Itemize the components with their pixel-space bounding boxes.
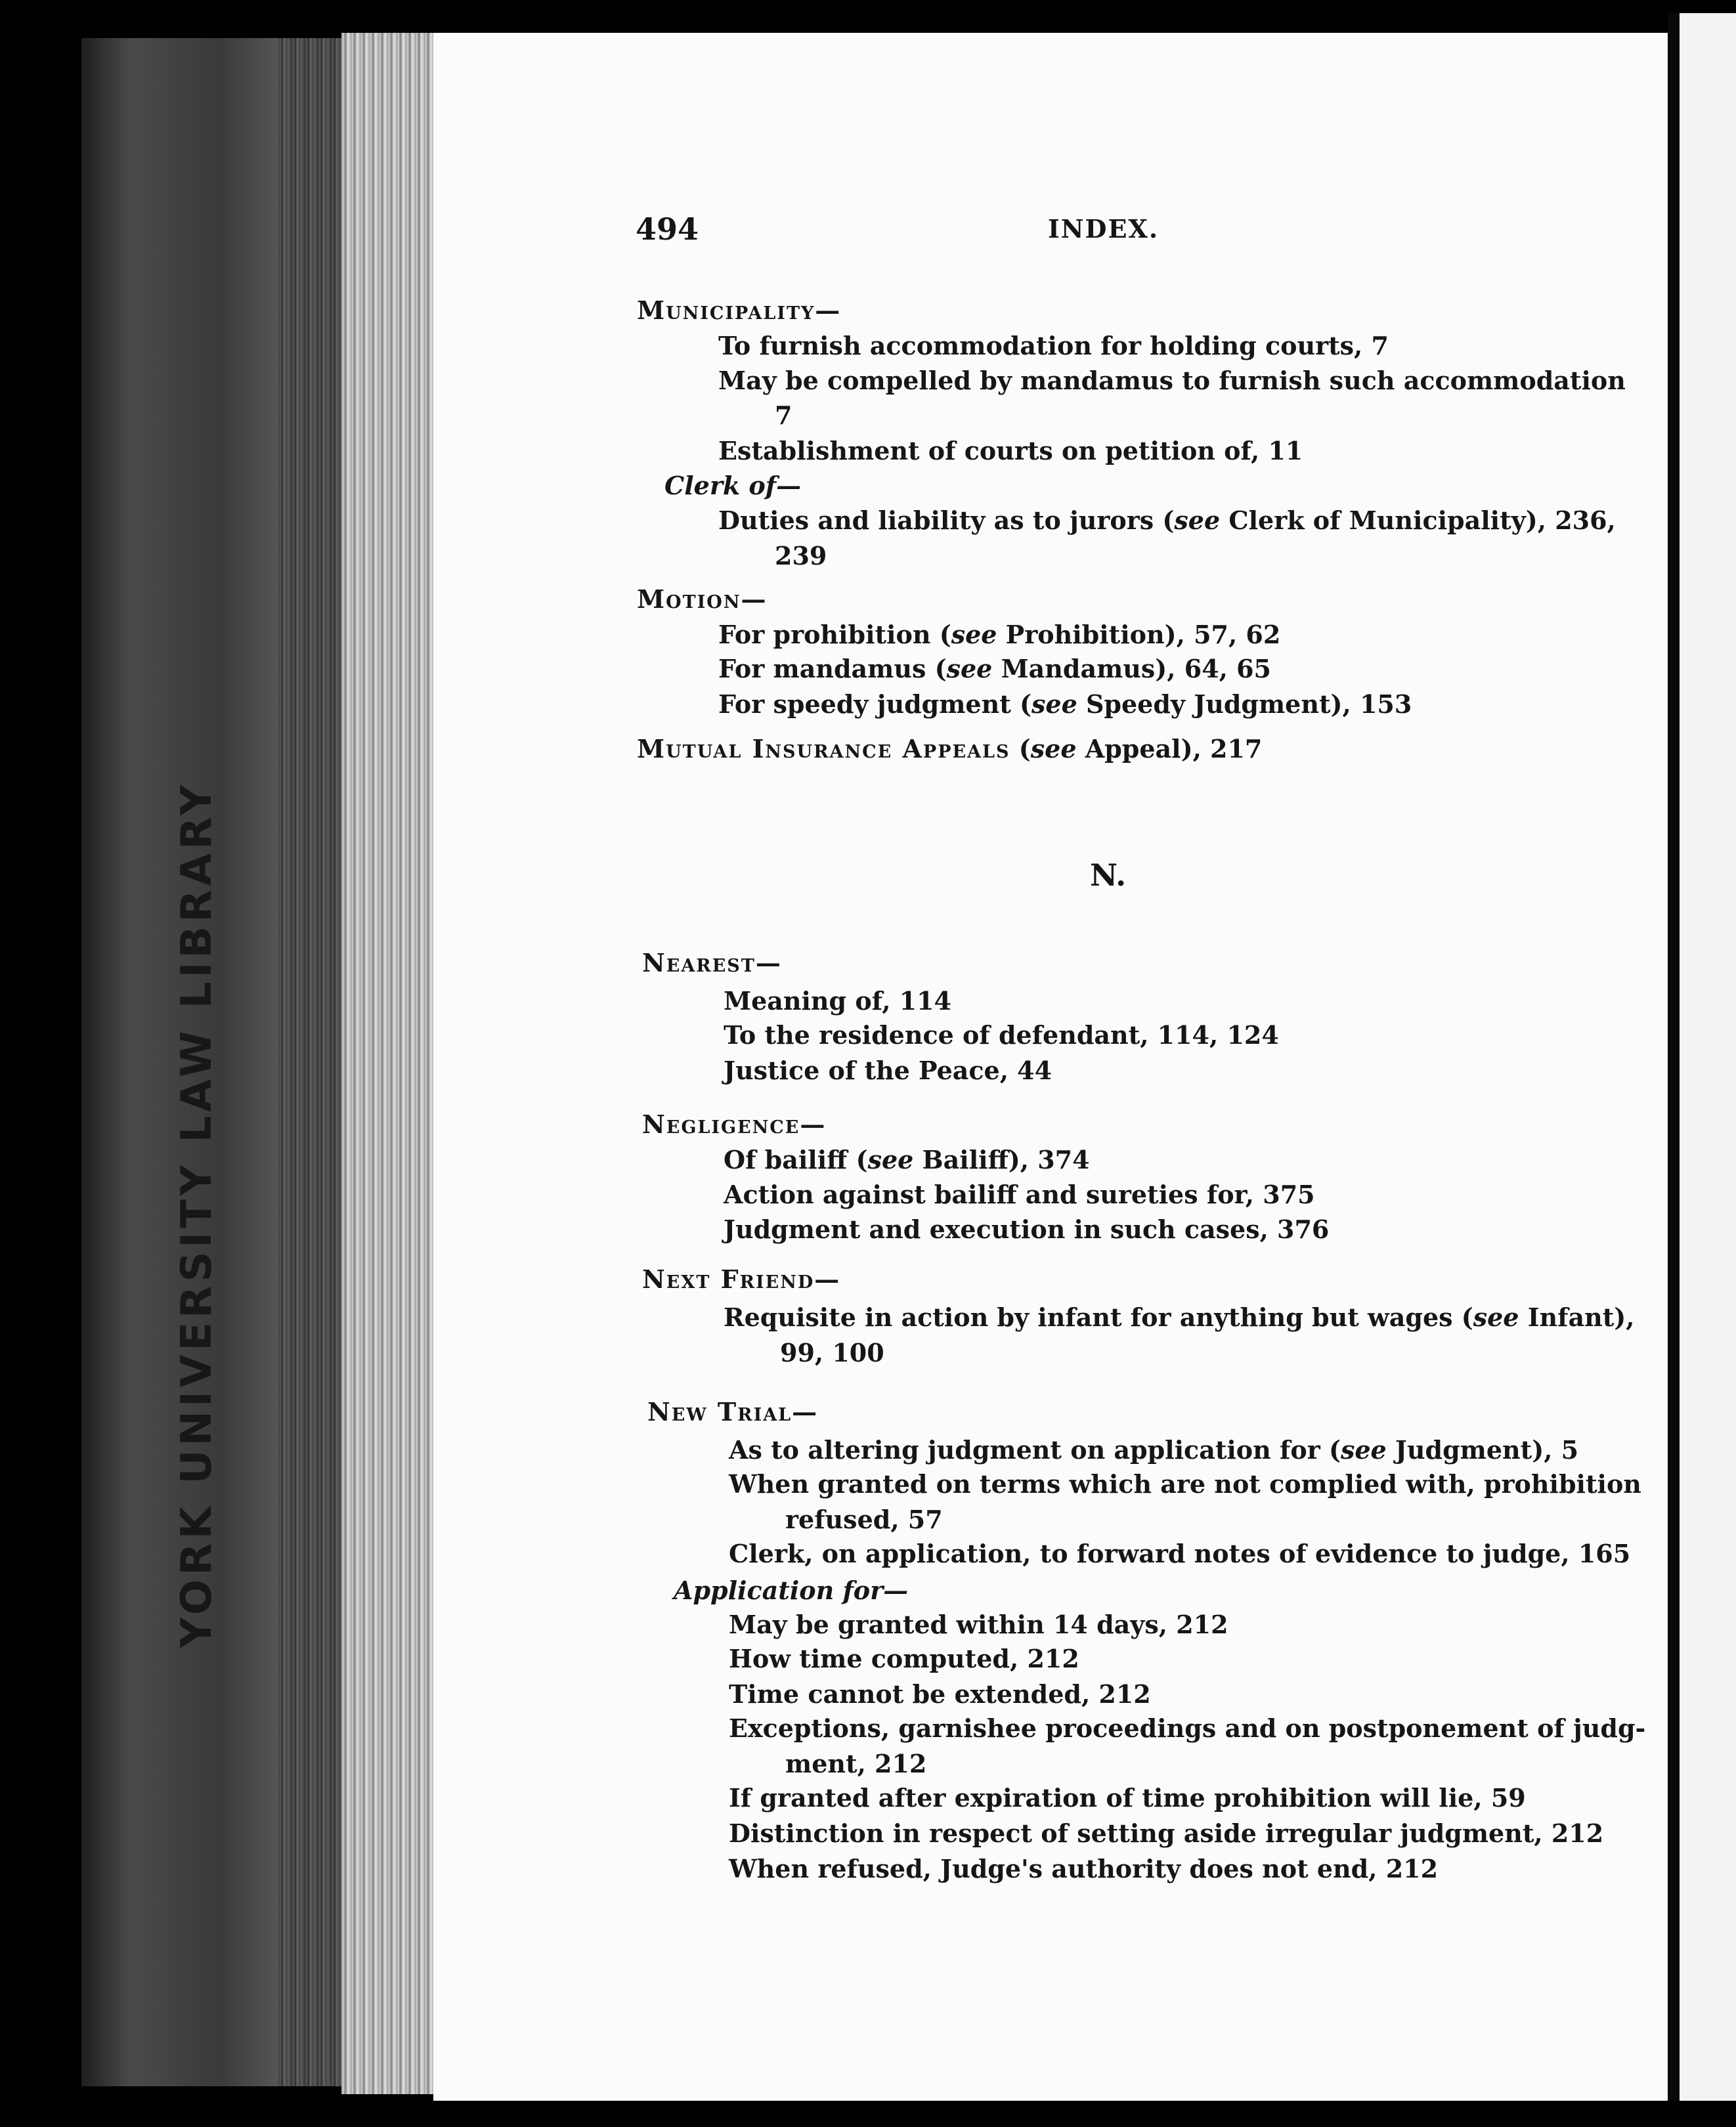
index-line-entry <box>718 687 1412 722</box>
entry-text: Exceptions, garnishee proceedings and on postponement of judg- <box>729 1713 1646 1743</box>
index-line-entry <box>729 1851 1438 1887</box>
entry-text: Duties and liability as to jurors ( <box>718 505 1175 535</box>
page-number: 494 <box>636 211 699 247</box>
entry-text: To the residence of defendant, 114, 124 <box>724 1020 1279 1050</box>
entry-text: May be granted within 14 days, 212 <box>729 1610 1228 1639</box>
index-line-cont <box>775 398 792 433</box>
entry-text: Judgment), 5 <box>1386 1435 1579 1465</box>
index-line-cont <box>785 1502 943 1537</box>
index-line-entry <box>718 617 1280 653</box>
index-line-entry <box>718 328 1389 364</box>
entry-text: For prohibition ( <box>718 620 951 649</box>
entry-text: Speedy Judgment), 153 <box>1077 689 1412 719</box>
entry-text: To furnish accommodation for holding courts, 7 <box>718 331 1389 360</box>
index-line-entry <box>729 1607 1228 1643</box>
entry-text: Meaning of, 114 <box>724 986 951 1016</box>
index-line-cont <box>785 1746 926 1782</box>
index-line-entry <box>729 1467 1641 1502</box>
index-line-heading <box>647 1394 818 1430</box>
index-line-heading <box>642 1107 826 1142</box>
index-line-entry <box>729 1641 1079 1677</box>
entry-continuation: refused, 57 <box>785 1505 943 1534</box>
index-line-heading <box>642 945 782 981</box>
running-head: INDEX. <box>1048 214 1160 244</box>
index-heading: Nearest— <box>642 948 782 978</box>
index-line-sub <box>664 468 801 504</box>
index-line-entry <box>724 1018 1279 1053</box>
index-line-entry <box>718 363 1626 398</box>
index-line-entry <box>724 1300 1634 1335</box>
index-line-entry <box>729 1711 1645 1746</box>
entry-text: Of bailiff ( <box>724 1145 868 1174</box>
see-reference: see <box>867 1145 914 1174</box>
entry-text: Time cannot be extended, 212 <box>729 1679 1151 1709</box>
spine-library-stamp: YORK UNIVERSITY LAW LIBRARY <box>173 781 221 1648</box>
page-fore-edge <box>341 33 437 2094</box>
entry-text: Judgment and execution in such cases, 376 <box>724 1214 1330 1244</box>
index-heading: Negligence— <box>642 1109 827 1139</box>
entry-text: Prohibition), 57, 62 <box>997 620 1281 649</box>
index-line-sub <box>674 1573 908 1608</box>
entry-continuation: 7 <box>775 400 792 430</box>
entry-text: Appeal), 217 <box>1076 734 1263 763</box>
entry-text: Distinction in respect of setting aside irregular judgment, 212 <box>729 1818 1604 1848</box>
adjacent-page-edge <box>1680 13 1736 2101</box>
index-line-heading <box>637 582 768 617</box>
entry-text: When granted on terms which are not complied with, prohibition <box>729 1469 1641 1499</box>
index-line-entry <box>724 983 951 1019</box>
entry-text: Action against bailiff and sureties for, 375 <box>724 1180 1315 1209</box>
see-reference: see <box>951 620 997 649</box>
index-line-entry <box>718 651 1271 687</box>
entry-text: For mandamus ( <box>718 654 947 683</box>
index-line-cont <box>775 538 827 574</box>
entry-text: ( <box>1010 734 1031 763</box>
entry-text: For speedy judgment ( <box>718 689 1031 719</box>
index-heading: Next Friend— <box>642 1264 841 1294</box>
index-line-entry <box>729 1536 1630 1572</box>
index-line-heading-inline <box>637 731 1262 767</box>
entry-continuation: 239 <box>775 541 827 570</box>
entry-continuation: ment, 212 <box>785 1749 927 1778</box>
entry-text: Justice of the Peace, 44 <box>724 1056 1052 1085</box>
entry-text: As to altering judgment on application for ( <box>729 1435 1341 1465</box>
index-line-entry <box>729 1780 1526 1816</box>
see-reference: see <box>946 654 993 683</box>
entry-text: When refused, Judge's authority does not end, 212 <box>729 1854 1439 1883</box>
entry-text: Clerk, on application, to forward notes of evidence to judge, 165 <box>729 1539 1631 1568</box>
index-heading: Mutual Insurance Appeals <box>637 734 1010 763</box>
entry-text: Clerk of Municipality), 236, <box>1220 505 1616 535</box>
index-line-heading <box>637 293 841 328</box>
entry-text: Establishment of courts on petition of, 11 <box>718 436 1303 465</box>
entry-text: May be compelled by mandamus to furnish such accommodation <box>718 366 1626 395</box>
entry-text: Infant), <box>1519 1302 1635 1332</box>
index-heading: Motion— <box>637 584 768 614</box>
entry-text: How time computed, 212 <box>729 1644 1079 1673</box>
index-subheading: Clerk of— <box>664 471 802 500</box>
see-reference: see <box>1030 734 1077 763</box>
entry-continuation: 99, 100 <box>780 1338 884 1367</box>
entry-text: Mandamus), 64, 65 <box>992 654 1271 683</box>
index-line-cont <box>780 1335 884 1371</box>
index-subheading: Application for— <box>674 1576 909 1605</box>
index-line-entry <box>724 1053 1052 1088</box>
section-letter: N. <box>1090 857 1127 893</box>
gutter-shadow <box>1668 13 1680 2101</box>
entry-text: If granted after expiration of time prohibition will lie, 59 <box>729 1783 1526 1813</box>
see-reference: see <box>1473 1302 1519 1332</box>
see-reference: see <box>1174 505 1221 535</box>
entry-text: Bailiff), 374 <box>913 1145 1090 1174</box>
index-line-entry <box>724 1142 1090 1178</box>
index-heading: New Trial— <box>647 1397 819 1427</box>
index-line-entry <box>718 503 1616 538</box>
index-line-entry <box>729 1432 1578 1468</box>
index-line-entry <box>729 1816 1603 1851</box>
index-heading: Municipality— <box>637 295 842 325</box>
index-line-entry <box>718 433 1303 469</box>
index-line-heading <box>642 1262 840 1297</box>
entry-text: Requisite in action by infant for anything but wages ( <box>724 1302 1473 1332</box>
index-line-entry <box>729 1677 1151 1712</box>
see-reference: see <box>1340 1435 1387 1465</box>
index-line-entry <box>724 1212 1329 1247</box>
page-header <box>636 211 1161 251</box>
index-line-entry <box>724 1177 1315 1213</box>
see-reference: see <box>1031 689 1077 719</box>
